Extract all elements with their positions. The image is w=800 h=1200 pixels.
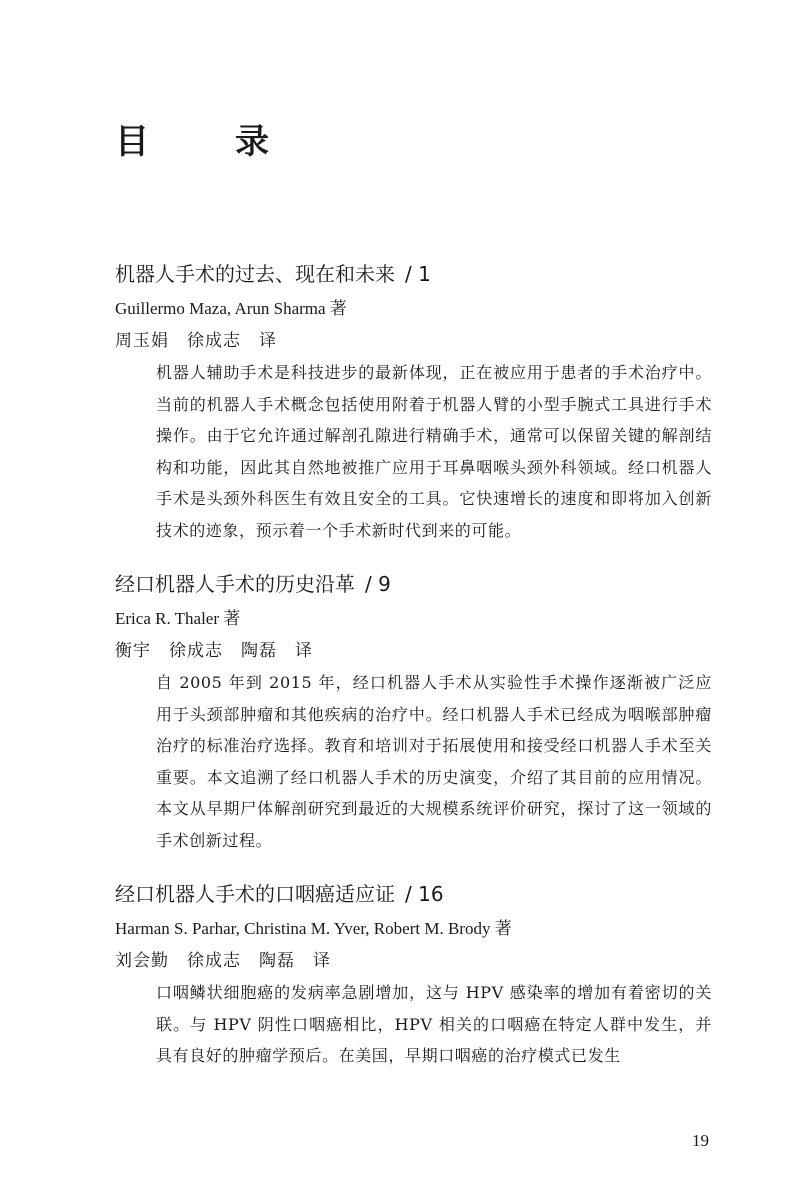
entry-page-ref: / 1 (405, 262, 431, 286)
entry-translators: 周玉娟 徐成志 译 (115, 331, 277, 351)
entry-title[interactable] (115, 565, 715, 603)
entry-authors: Harman S. Parhar, Christina M. Yver, Robert M. Brody 著 (115, 919, 512, 938)
entry-translators: 刘会勤 徐成志 陶磊 译 (115, 951, 331, 971)
entry-authors: Guillermo Maza, Arun Sharma 著 (115, 299, 347, 318)
entry-abstract: 口咽鳞状细胞癌的发病率急剧增加，这与 HPV 感染率的增加有着密切的关联。与 HPV 阴性口咽癌相比，HPV 相关的口咽癌在特定人群中发生，并具有良好的肿瘤学预后。在美国，早期口咽癌的治疗模式已发生 (156, 983, 712, 1065)
entry-page-ref: / 9 (365, 572, 391, 596)
table-of-contents (115, 255, 715, 1091)
entry-abstract: 自 2005 年到 2015 年，经口机器人手术从实验性手术操作逐渐被广泛应用于头颈部肿瘤和其他疾病的治疗中。经口机器人手术已经成为咽喉部肿瘤治疗的标准治疗选择。教育和培训对于拓展使用和接受经口机器人手术至关重要。本文追溯了经口机器人手术的历史演变，介绍了其目前的应用情况。本文从早期尸体解剖研究到最近的大规模系统评价研究，探讨了这一领域的手术创新过程。 (156, 673, 712, 850)
entry-title-text: 经口机器人手术的口咽癌适应证 (115, 882, 395, 906)
entry-title-text: 机器人手术的过去、现在和未来 (115, 262, 395, 286)
entry-abstract: 机器人辅助手术是科技进步的最新体现，正在被应用于患者的手术治疗中。当前的机器人手术概念包括使用附着于机器人臂的小型手腕式工具进行手术操作。由于它允许通过解剖孔隙进行精确手术，通常可以保留关键的解剖结构和功能，因此其自然地被推广应用于耳鼻咽喉头颈外科领域。经口机器人手术是头颈外科医生有效且安全的工具。它快速增长的速度和即将加入创新技术的迹象，预示着一个手术新时代到来的可能。 (156, 363, 712, 540)
entry-title[interactable] (115, 875, 715, 913)
toc-entry-2 (115, 565, 715, 856)
toc-entry-1 (115, 255, 715, 546)
entry-page-ref: / 16 (405, 882, 444, 906)
entry-authors: Erica R. Thaler 著 (115, 609, 241, 628)
entry-title[interactable] (115, 255, 715, 293)
toc-entry-3 (115, 875, 715, 1072)
page-title: 目 录 (115, 122, 295, 162)
entry-title-text: 经口机器人手术的历史沿革 (115, 572, 355, 596)
entry-translators: 衡宇 徐成志 陶磊 译 (115, 641, 313, 661)
page-number: 19 (692, 1131, 709, 1150)
